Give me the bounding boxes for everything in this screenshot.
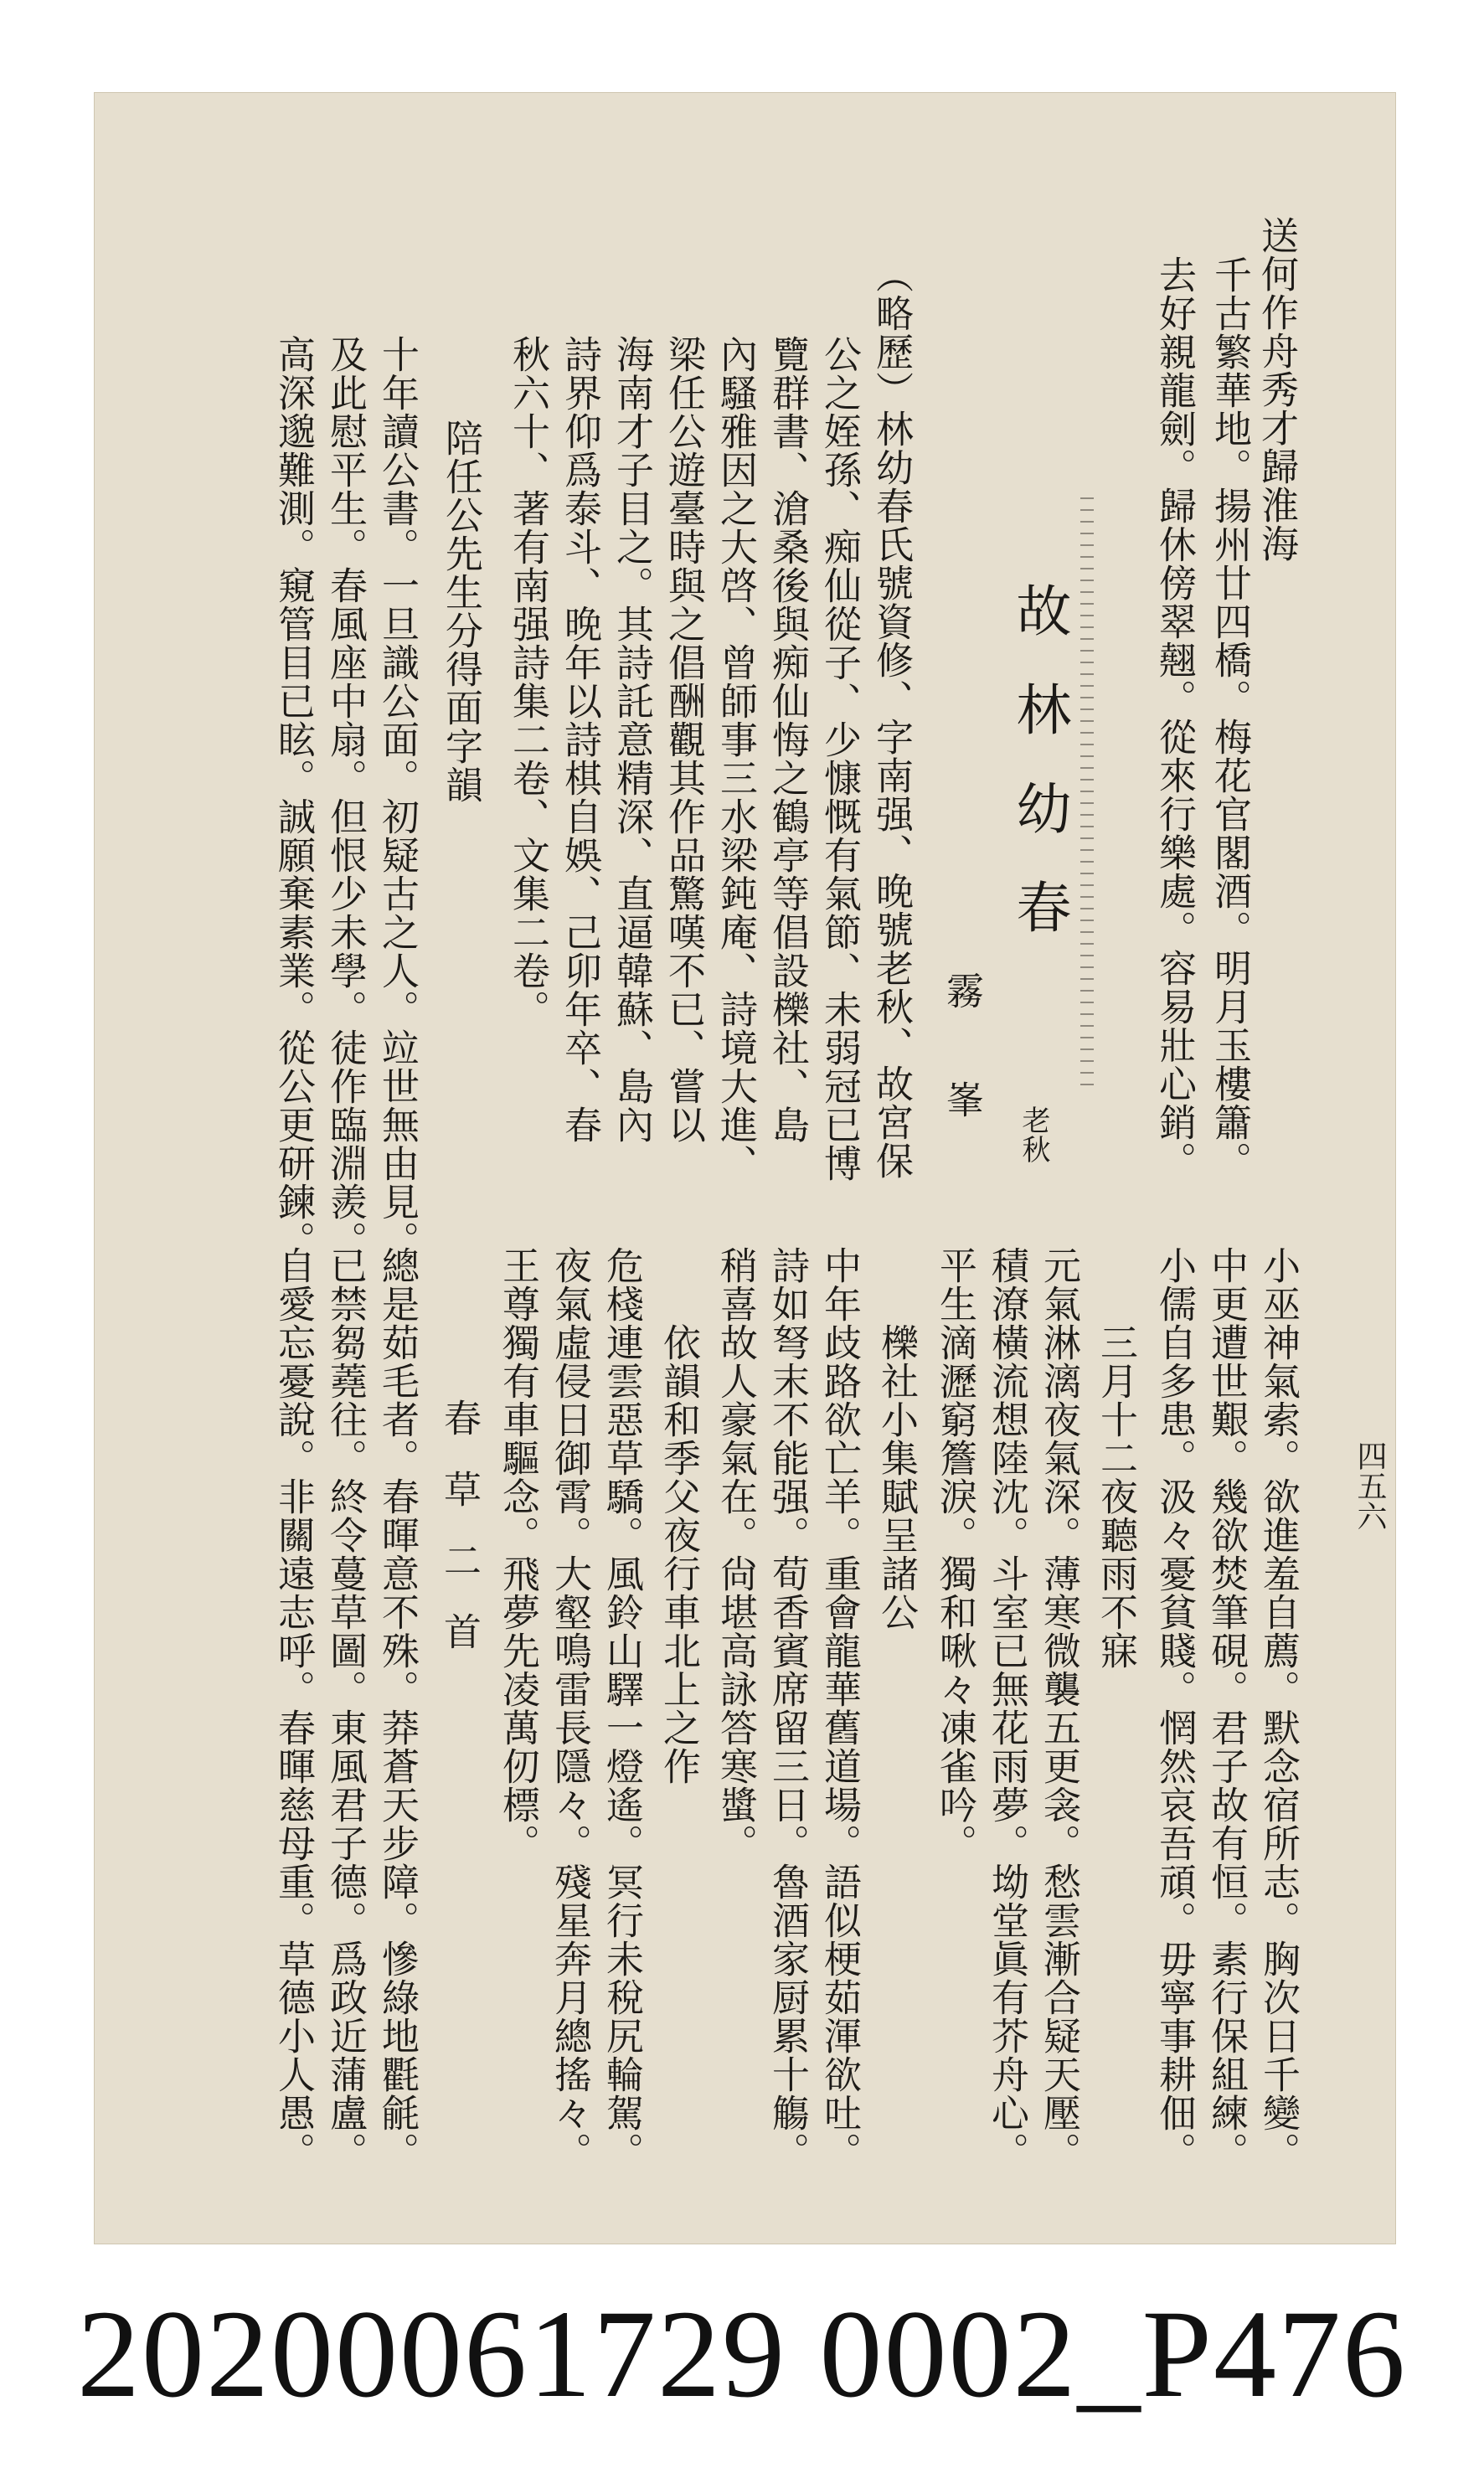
co-author: 霧峯 [940,971,984,1189]
cont-line: 中更遭世艱。幾欲焚筆硯。君子故有恒。素行保組練。 [1204,1246,1249,2171]
author-title: 故林幼春 [1007,582,1071,977]
cont-line: 小巫神氣索。欲進羞自薦。默念宿所志。胸次日千變。 [1256,1246,1301,2171]
bio-line: 公之姪孫、痴仙從子、少慷慨有氣節、未弱冠已博 [817,335,862,1182]
bio-line: 海南才子目之。其詩託意精深、直逼韓蘇、島內 [610,335,654,1144]
poem5-line: 夜氣虛侵日御霄。大壑鳴雷長隱々。殘星奔月總搖々。 [548,1246,592,2171]
author-alias: 老秋 [1017,1105,1050,1164]
scanned-page [94,92,1396,2244]
bio-line: 詩界仰爲泰斗、晚年以詩棋自娛、己卯年卒、春 [558,335,602,1144]
poem6-title: 春草二首 [437,1399,482,1683]
poem1-line: 千古繁華地。揚州廿四橋。梅花官閣酒。明月玉樓簫。 [1208,255,1252,1180]
bio-line: 覽群書、滄桑後與痴仙悔之鶴亭等倡設櫟社、島 [765,335,810,1144]
poem2-title: 陪任公先生分得面字韻 [439,419,483,804]
bio-line: 內騷雅因之大啓、曾師事三水梁鈍庵、詩境大進、 [714,335,758,1182]
poem5-line: 王尊獨有車驅念。飛夢先凌萬仞標。 [496,1246,540,1862]
poem2-line: 十年讀公書。一旦識公面。初疑古之人。竝世無由見。 [375,335,420,1260]
poem6-line: 已禁芻蕘往。終令蔓草圖。東風君子德。爲政近蒲盧。 [323,1246,368,2171]
page-number: 四五六 [1353,1440,1387,1531]
poem6-line: 總是茹毛者。春暉意不殊。莽蒼天步障。慘綠地氍毹。 [375,1246,420,2171]
bio-line: 秋六十、著有南强詩集二卷、文集二卷。 [506,335,550,1028]
poem5-line: 危棧連雲惡草驕。風鈴山驛一燈遙。冥行未稅尻輪駕。 [600,1246,644,2171]
poem4-line: 中年歧路欲亡羊。重會龍華舊道場。語似梗茹渾欲吐。 [817,1246,862,2171]
cont-line: 小儒自多患。汲々憂貧賤。惘然哀吾頑。毋寧事耕佃。 [1152,1246,1197,2171]
bio-line: 梁任公遊臺時與之倡酬觀其作品驚嘆不已、嘗以 [662,335,706,1144]
poem2-line: 及此慰平生。春風座中扇。但恨少未學。徒作臨淵羨。 [323,335,368,1260]
poem3-title: 三月十二夜聽雨不寐 [1094,1323,1138,1670]
poem4-title: 櫟社小集賦呈諸公 [874,1323,919,1631]
poem3-line: 元氣淋漓夜氣深。薄寒微襲五更衾。愁雲漸合疑天壓。 [1037,1246,1081,2171]
poem4-line: 詩如弩末不能强。荀香賓席留三日。魯酒家厨累十觴。 [765,1246,810,2171]
poem1-title: 送何作舟秀才歸淮海 [1255,216,1299,563]
poem4-line: 稍喜故人豪氣在。尙堪高詠答寒螿。 [714,1246,758,1862]
image-id-caption: 20200061729 0002_P476 [77,2285,1407,2424]
poem5-title: 依韻和季父夜行車北上之作 [657,1323,701,1785]
poem3-line: 平生滴瀝窮簷淚。獨和啾々凍雀吟。 [933,1246,977,1862]
section-divider [1080,492,1094,1095]
poem1-line: 去好親龍劍。歸休傍翠翹。從來行樂處。容易壯心銷。 [1152,255,1197,1180]
poem6-line: 自愛忘憂說。非關遠志呼。春暉慈母重。草德小人愚。 [271,1246,316,2171]
poem2-line: 高深邈難測。窺管目已眩。誠願棄素業。從公更研鍊。 [271,335,316,1260]
bio-line: （略歷）林幼春氏號資修、字南强、晚號老秋、故宮保 [869,255,914,1180]
poem3-line: 積潦橫流想陸沈。斗室已無花雨夢。坳堂眞有芥舟心。 [985,1246,1029,2171]
